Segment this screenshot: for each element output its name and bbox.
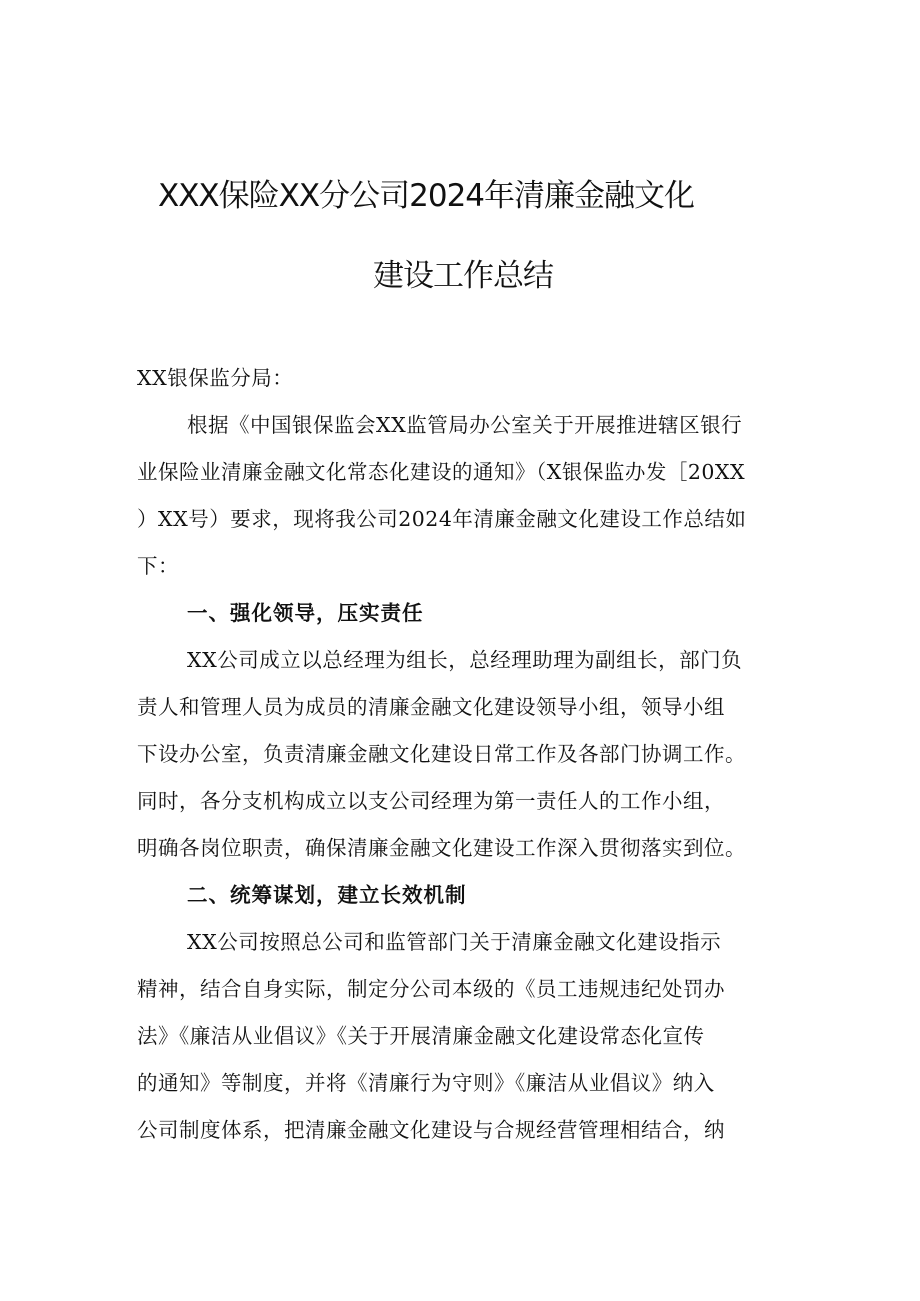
section-1-line-2: 责人和管理人员为成员的清廉金融文化建设领导小组，领导小组 <box>137 695 725 719</box>
section-1-line-3: 下设办公室，负责清廉金融文化建设日常工作及各部门协调工作。 <box>137 742 746 766</box>
section-1-line-1: XX公司成立以总经理为组长，总经理助理为副组长，部门负 <box>187 648 743 672</box>
section-2-line-5: 公司制度体系，把清廉金融文化建设与合规经营管理相结合，纳 <box>137 1118 725 1142</box>
intro-line-2: 业保险业清廉金融文化常态化建设的通知》（X银保监办发［20XX <box>137 460 746 484</box>
intro-line-1: 根据《中国银保监会XX监管局办公室关于开展推进辖区银行 <box>187 413 743 437</box>
section-2-line-1: XX公司按照总公司和监管部门关于清廉金融文化建设指示 <box>187 930 722 954</box>
document-body <box>137 355 797 1154</box>
section-2-line-4: 的通知》等制度，并将《清廉行为守则》《廉洁从业倡议》纳入 <box>137 1071 715 1095</box>
intro-line-4: 下： <box>137 554 179 578</box>
section-1-line-5: 明确各岗位职责，确保清廉金融文化建设工作深入贯彻落实到位。 <box>137 836 746 860</box>
section-1-line-4: 同时，各分支机构成立以支公司经理为第一责任人的工作小组， <box>137 789 725 813</box>
salutation: XX银保监分局： <box>137 366 294 390</box>
document-title-line-2: 建设工作总结 <box>373 258 553 294</box>
section-2-line-3: 法》《廉洁从业倡议》《关于开展清廉金融文化建设常态化宣传 <box>137 1024 705 1048</box>
section-1-heading: 一、强化领导，压实责任 <box>187 601 424 625</box>
document-title-line-1: XXX保险XX分公司2024年清廉金融文化 <box>157 178 695 214</box>
section-2-line-2: 精神，结合自身实际，制定分公司本级的《员工违规违纪处罚办 <box>137 977 725 1001</box>
intro-line-3: ）XX号）要求，现将我公司2024年清廉金融文化建设工作总结如 <box>137 507 747 531</box>
section-2-heading: 二、统筹谋划，建立长效机制 <box>187 883 467 907</box>
